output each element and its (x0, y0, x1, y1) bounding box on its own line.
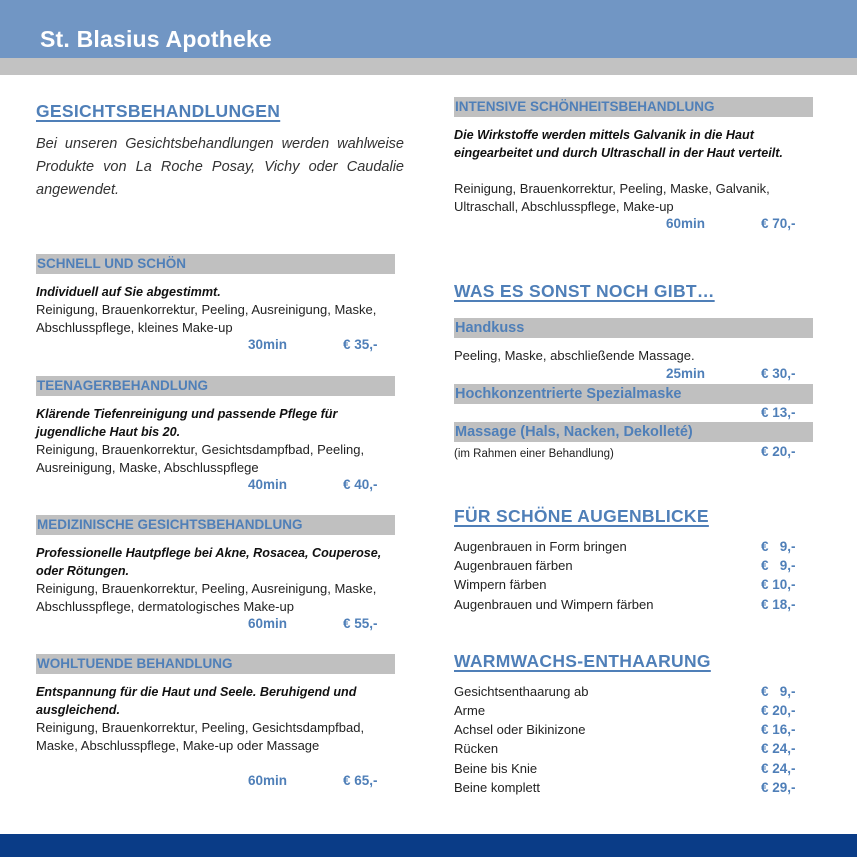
treatment-description: Reinigung, Brauenkorrektur, Peeling, Gesichtsdampfbad, Maske, Abschlusspflege, Make-up oder Massage (36, 720, 365, 753)
list-item (454, 778, 814, 797)
treatment-duration: 40min (247, 477, 287, 492)
list-item-label: Gesichtsenthaarung ab (454, 684, 589, 699)
right-column (454, 0, 814, 834)
list-item (454, 595, 814, 614)
list-item-label: Wimpern färben (454, 577, 547, 592)
list-item-price: € 16,- (761, 722, 796, 737)
treatment-title: WOHLTUENDE BEHANDLUNG (36, 654, 395, 674)
treatment-lead: Individuell auf Sie abgestimmt. (36, 285, 221, 299)
treatment-lead: Klärende Tiefenreinigung und passende Pflege für jugendliche Haut bis 20. (36, 407, 338, 439)
extra-title-massage: Massage (Hals, Nacken, Dekolleté) (454, 422, 813, 442)
treatment-lead: Die Wirkstoffe werden mittels Galvanik in die Haut eingearbeitet und durch Ultraschall in der Haut verteilt. (454, 128, 783, 160)
page-title: St. Blasius Apotheke (40, 26, 272, 52)
list-item-price: € 9,- (761, 539, 796, 554)
list-item (454, 556, 814, 575)
treatment-title: MEDIZINISCHE GESICHTSBEHANDLUNG (36, 515, 395, 535)
section-heading-gesichtsbehandlungen: GESICHTSBEHANDLUNGEN (36, 101, 281, 121)
list-item (454, 575, 814, 594)
list-item-price: € 9,- (761, 684, 796, 699)
list-item-price: € 29,- (761, 780, 796, 795)
extra-description: (im Rahmen einer Behandlung) (454, 448, 614, 460)
extra-duration: 25min (665, 366, 705, 381)
treatment-lead: Professionelle Hautpflege bei Akne, Rosacea, Couperose, oder Rötungen. (36, 546, 382, 578)
list-item-price: € 9,- (761, 558, 796, 573)
treatment-description: Reinigung, Brauenkorrektur, Peeling, Ausreinigung, Maske, Abschlusspflege, kleines Make-up (36, 302, 377, 335)
list-item (454, 720, 814, 739)
list-item-label: Beine bis Knie (454, 761, 538, 776)
treatment-description: Reinigung, Brauenkorrektur, Peeling, Maske, Galvanik, Ultraschall, Abschlusspflege, Make-up (454, 181, 770, 214)
left-column (36, 0, 404, 834)
extra-price: € 20,- (761, 444, 796, 459)
section-heading-extras: WAS ES SONST NOCH GIBT… (454, 281, 715, 301)
treatment-title: SCHNELL UND SCHÖN (36, 254, 395, 274)
extra-title-spezialmaske: Hochkonzentrierte Spezialmaske (454, 384, 813, 404)
list-item-label: Rücken (454, 741, 499, 756)
extra-description: Peeling, Maske, abschließende Massage. (454, 348, 695, 363)
list-item-label: Achsel oder Bikinizone (454, 722, 586, 737)
list-item-price: € 24,- (761, 761, 796, 776)
list-item-price: € 10,- (761, 577, 796, 592)
section-heading-augenblicke: FÜR SCHÖNE AUGENBLICKE (454, 506, 709, 526)
treatment-duration: 60min (247, 773, 287, 788)
list-item-label: Arme (454, 703, 486, 718)
treatment-lead: Entspannung für die Haut und Seele. Beruhigend und ausgleichend. (36, 685, 357, 717)
treatment-price: € 70,- (761, 216, 796, 231)
extra-price: € 13,- (761, 405, 796, 420)
treatment-price: € 65,- (343, 773, 378, 788)
treatment-description: Reinigung, Brauenkorrektur, Peeling, Ausreinigung, Maske, Abschlusspflege, dermatologisches Make-up (36, 581, 377, 614)
list-item (454, 759, 814, 778)
list-item-price: € 18,- (761, 597, 796, 612)
list-item-price: € 24,- (761, 741, 796, 756)
treatment-duration: 60min (665, 216, 705, 231)
extra-title-handkuss: Handkuss (454, 318, 813, 338)
list-item-label: Augenbrauen in Form bringen (454, 539, 627, 554)
section-heading-warmwachs: WARMWACHS-ENTHAARUNG (454, 651, 711, 671)
intro-text: Bei unseren Gesichtsbehandlungen werden wahlweise Produkte von La Roche Posay, Vichy oder Caudalie angewendet. (36, 136, 404, 198)
treatment-title: INTENSIVE SCHÖNHEITSBEHANDLUNG (454, 97, 813, 117)
treatment-title: TEENAGERBEHANDLUNG (36, 376, 395, 396)
list-item-label: Beine komplett (454, 780, 540, 795)
list-item-label: Augenbrauen und Wimpern färben (454, 597, 654, 612)
treatment-price: € 55,- (343, 616, 378, 631)
treatment-description: Reinigung, Brauenkorrektur, Gesichtsdampfbad, Peeling, Ausreinigung, Maske, Abschlusspflege (36, 442, 365, 475)
extra-price: € 30,- (761, 366, 796, 381)
list-item (454, 682, 814, 701)
treatment-duration: 60min (247, 616, 287, 631)
footer-bar (0, 834, 857, 857)
list-item (454, 701, 814, 720)
treatment-price: € 40,- (343, 477, 378, 492)
treatment-duration: 30min (247, 337, 287, 352)
list-item (454, 739, 814, 758)
list-item-label: Augenbrauen färben (454, 558, 573, 573)
treatment-price: € 35,- (343, 337, 378, 352)
list-item (454, 537, 814, 556)
list-item-price: € 20,- (761, 703, 796, 718)
